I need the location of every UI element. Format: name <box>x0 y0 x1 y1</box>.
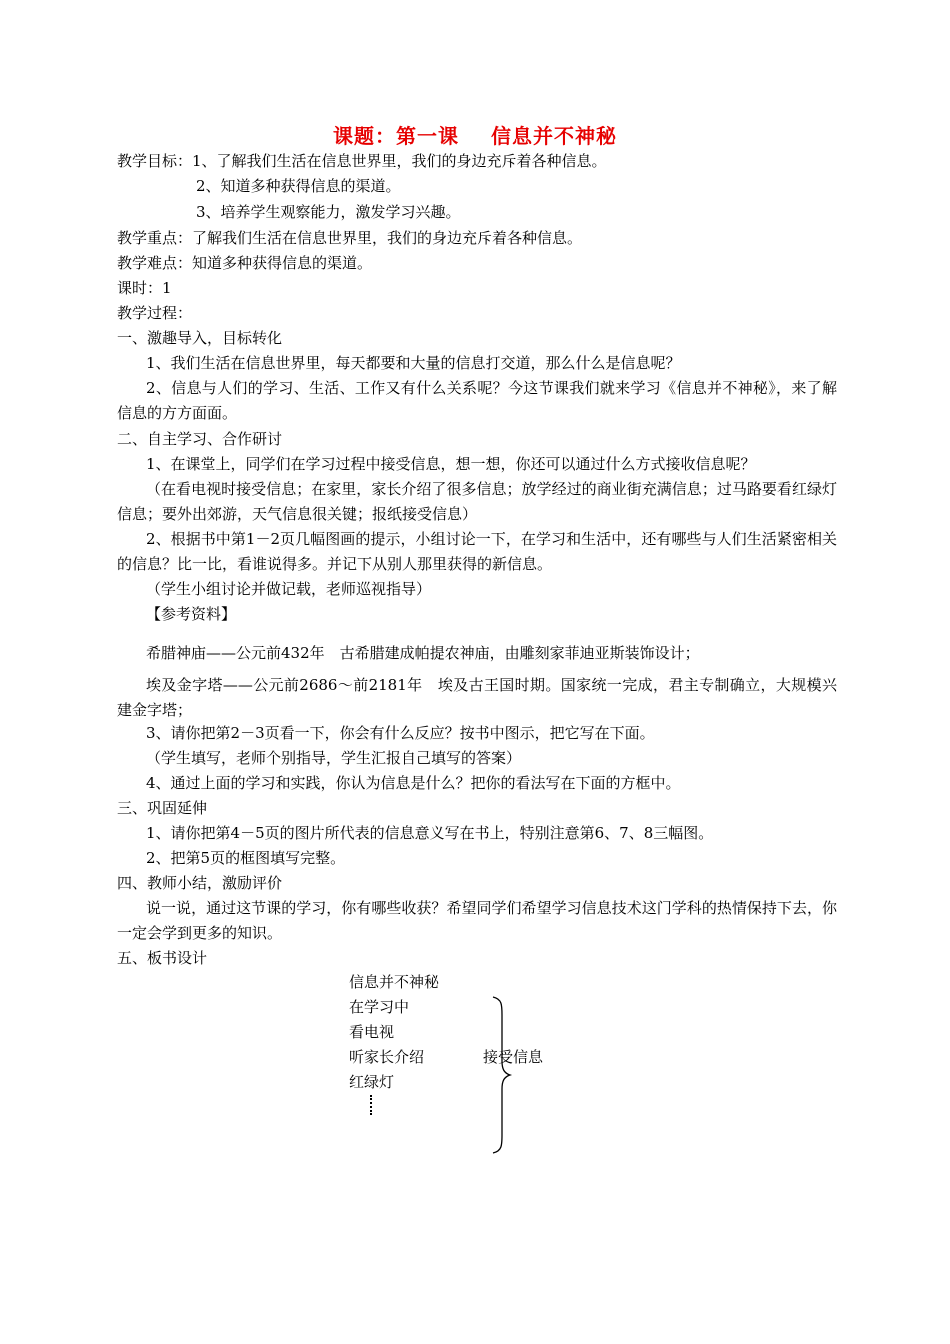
section-5-heading: 五、板书设计 <box>117 949 208 967</box>
section-2-q1: 1、在课堂上，同学们在学习过程中接受信息，想一想，你还可以通过什么方式接收信息呢？ <box>146 455 756 473</box>
board-item: 在学习中 <box>349 998 410 1016</box>
reference-heading: 【参考资料】 <box>146 605 237 623</box>
section-2-q2: 2、根据书中第1－2页几幅图画的提示，小组讨论一下，在学习和生活中，还有哪些与人们生活紧密相关的信息？比一比，看谁说得多。并记下从别人那里获得的新信息。 <box>117 530 837 573</box>
title-topic: 信息并不神秘 <box>491 124 617 148</box>
board-item: 红绿灯 <box>349 1073 395 1091</box>
board-item: 看电视 <box>349 1023 395 1041</box>
title-lesson: 课题：第一课 <box>333 124 459 148</box>
reference-greece: 希腊神庙——公元前432年 古希腊建成帕提农神庙，由雕刻家菲迪亚斯装饰设计； <box>146 644 700 662</box>
section-3-heading: 三、巩固延伸 <box>117 799 208 817</box>
section-2-note3: （学生填写，老师个别指导，学生汇报自己填写的答案） <box>146 749 522 767</box>
page-title <box>0 120 950 149</box>
section-2-q3: 3、请你把第2－3页看一下，你会有什么反应？按书中图示，把它写在下面。 <box>146 724 655 742</box>
section-2-a1: （在看电视时接受信息；在家里，家长介绍了很多信息；放学经过的商业街充满信息；过马路要看红绿灯信息；要外出郊游，天气信息很关键；报纸接受信息） <box>117 480 837 523</box>
section-4-text: 说一说，通过这节课的学习，你有哪些收获？希望同学们希望学习信息技术这门学科的热情保持下去，你一定会学到更多的知识。 <box>117 899 837 942</box>
teaching-focus: 教学重点：了解我们生活在信息世界里，我们的身边充斥着各种信息。 <box>117 229 583 247</box>
section-2-note: （学生小组讨论并做记载，老师巡视指导） <box>146 580 432 598</box>
section-3-q1: 1、请你把第4－5页的图片所代表的信息意义写在书上，特别注意第6、7、8三幅图。 <box>146 824 714 842</box>
class-hours: 课时：1 <box>117 279 172 297</box>
board-item: 听家长介绍 <box>349 1048 425 1066</box>
reference-egypt: 埃及金字塔——公元前2686～前2181年 埃及古王国时期。国家统一完成，君主专制确立，大规模兴建金字塔； <box>117 676 837 719</box>
section-4-heading: 四、教师小结，激励评价 <box>117 874 283 892</box>
teaching-process: 教学过程： <box>117 304 193 322</box>
board-title: 信息并不神秘 <box>349 973 440 991</box>
teaching-goal-2: 2、知道多种获得信息的渠道。 <box>196 177 401 195</box>
teaching-goal-1: 教学目标：1、了解我们生活在信息世界里，我们的身边充斥着各种信息。 <box>117 152 607 170</box>
section-1-q2: 2、信息与人们的学习、生活、工作又有什么关系呢？今这节课我们就来学习《信息并不神秘》，来了解信息的方方面面。 <box>117 379 837 422</box>
teaching-goal-3: 3、培养学生观察能力，激发学习兴趣。 <box>196 203 461 221</box>
section-1-q1: 1、我们生活在信息世界里，每天都要和大量的信息打交道，那么什么是信息呢？ <box>146 354 681 372</box>
continuation-dots <box>370 1095 375 1115</box>
right-brace-icon <box>490 995 520 1155</box>
section-1-heading: 一、激趣导入，目标转化 <box>117 329 283 347</box>
board-result: 接受信息 <box>483 1048 544 1066</box>
section-2-heading: 二、自主学习、合作研讨 <box>117 430 283 448</box>
teaching-difficulty: 教学难点：知道多种获得信息的渠道。 <box>117 254 373 272</box>
section-3-q2: 2、把第5页的框图填写完整。 <box>146 849 346 867</box>
section-2-q4: 4、通过上面的学习和实践，你认为信息是什么？把你的看法写在下面的方框中。 <box>146 774 681 792</box>
